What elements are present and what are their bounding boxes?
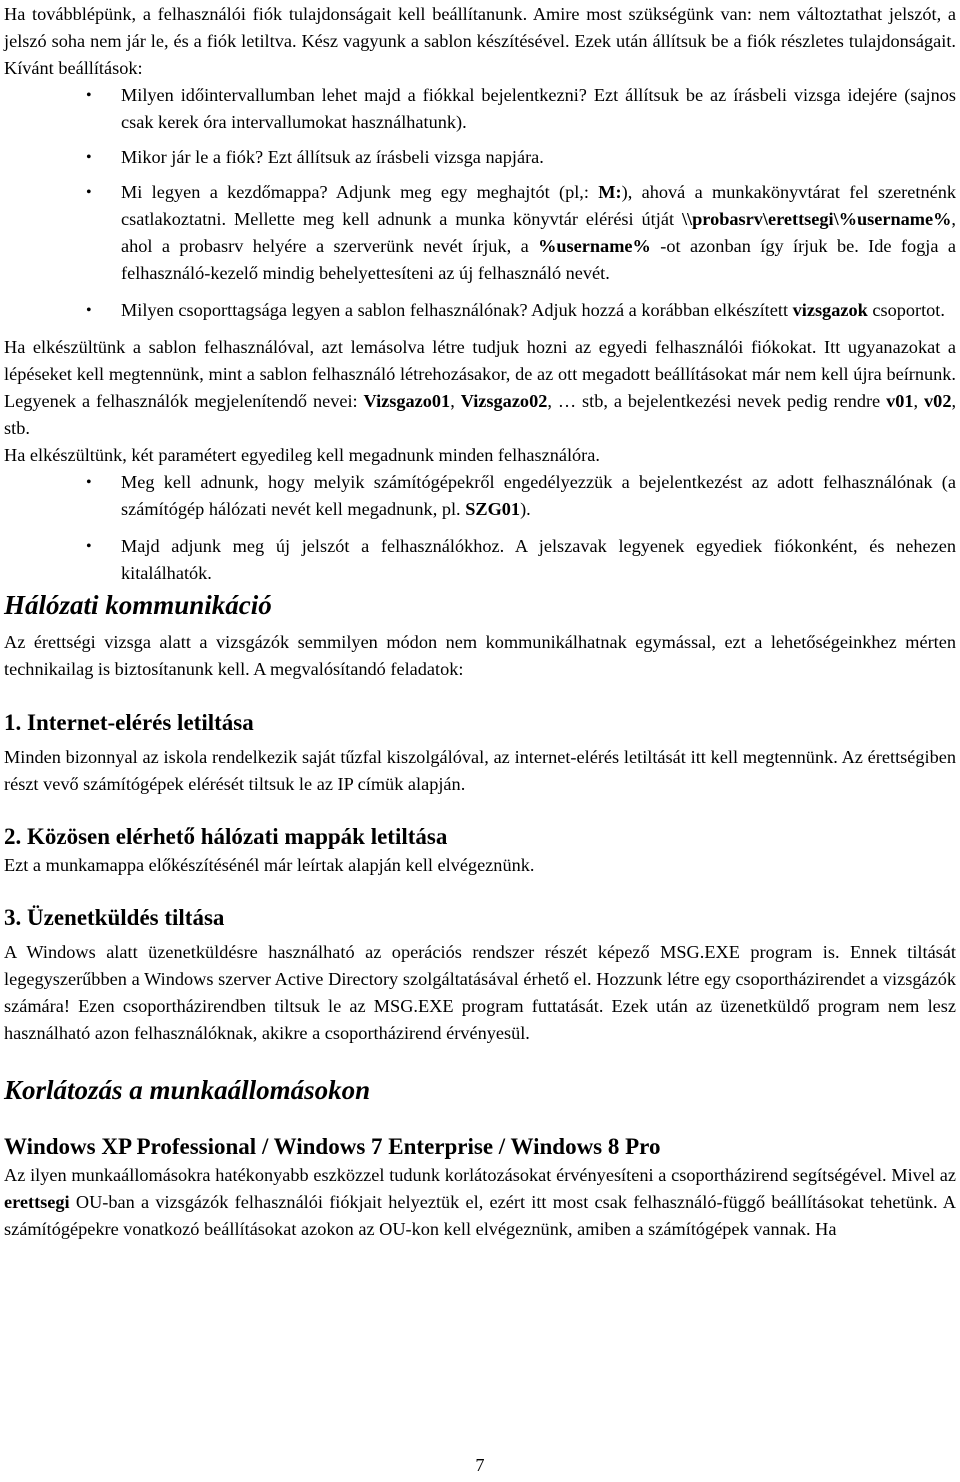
intro-paragraph: Ha továbblépünk, a felhasználói fiók tulajdonságait kell beállítanunk. Amire most szükségünk van: nem változtathat jelszót, a jelszó soha nem jár le, és a fiók letiltva. Kész vagyunk a sablon készítésével. Ezek után állítsuk be a fiók részletes tulajdonságait. Kívánt beállítások: (4, 4, 956, 78)
page-number: 7 (475, 1455, 485, 1475)
document-page (4, 0, 956, 1243)
accounts-paragraph: Ha elkészültünk a sablon felhasználóval, azt lemásolva létre tudjuk hozni az egyedi felhasználói fiókokat. Itt ugyanazokat a lépéseket kell megtennünk, mint a sablon felhasználó létrehozásakor, de az ott megadott beállításokat már nem kell újra beírnunk. Legyenek a felhasználók megjelenítendő nevei: Vizsgazo01, Vizsgazo02, … stb, a bejelentkezési nevek pedig rendre v01, v02, stb. (4, 337, 957, 438)
os-subheading: Windows XP Professional / Windows 7 Enterprise / Windows 8 Pro (4, 1134, 661, 1159)
home-folder-path: \\probasrv\erettsegi\%username% (681, 209, 952, 229)
group-name: vizsgazok (792, 300, 868, 320)
list-item-password: • Majd adjunk meg új jelszót a felhasználókhoz. A jelszavak legyenek egyediek fiókonként, és nehezen kitalálhatók. (4, 533, 956, 587)
drive-letter: M: (598, 182, 622, 202)
list-item-workstations: • Meg kell adnunk, hogy melyik számítógépekről engedélyezzük a bejelentkezést az adott felhasználónak (a számítógép hálózati nevét kell megadnunk, pl. SZG01). (4, 469, 956, 523)
account-params-list (4, 469, 956, 587)
shared-folders-text: Ezt a munkamappa előkészítésénél már leírtak alapján kell elvégeznünk. (4, 855, 535, 875)
heading-messaging: 3. Üzenetküldés tiltása (4, 905, 225, 930)
settings-list (4, 82, 956, 324)
accounts-params-paragraph: Ha elkészültünk, két paramétert egyedileg kell megadnunk minden felhasználóra. (4, 445, 600, 465)
list-item-account-expiry: • Mikor jár le a fiók? Ezt állítsuk az írásbeli vizsga napjára. (4, 144, 956, 171)
messaging-text: A Windows alatt üzenetküldésre használható az operációs rendszer részét képező MSG.EXE program is. Ennek tiltását legegyszerűbben a Windows szerver Active Directory szolgáltatásával érhető el. Hozzunk létre egy csoportházirendet a vizsgázók számára! Ezen csoportházirendben tiltsuk le az MSG.EXE program futtatását. Ezek után az üzenetküldő program nem lesz használható azon felhasználóknak, akikre a csoportházirend érvényesül. (4, 942, 956, 1043)
internet-block-text: Minden bizonnyal az iskola rendelkezik saját tűzfal kiszolgálóval, az internet-elérés letiltását itt kell megtennünk. Az érettségiben részt vevő számítógépek elérését tiltsuk le az IP címük alapján. (4, 747, 956, 794)
computer-name: SZG01 (465, 499, 521, 519)
username-variable: %username% (538, 236, 651, 256)
heading-internet-block: 1. Internet-elérés letiltása (4, 710, 254, 735)
ou-name: erettsegi (4, 1192, 70, 1212)
network-intro: Az érettségi vizsga alatt a vizsgázók semmilyen módon nem kommunikálhatnak egymással, ezt a lehetőségeinkhez mérten technikailag is biztosítanunk kell. A megvalósítandó feladatok: (4, 632, 956, 679)
list-item-home-folder: • Mi legyen a kezdőmappa? Adjunk meg egy meghajtót (pl,: M:), ahová a munkakönyvtárat fel szeretnénk csatlakoztatni. Mellette meg kell adnunk a munka könyvtár elérési útját \\probasrv\erettsegi\%username%, ahol a probasrv helyére a szerverünk nevét írjuk, a %username% -ot azonban így írjuk be. Ide fogja a felhasználó-kezelő mindig behelyettesíteni az új felhasználó nevét. (4, 179, 956, 287)
heading-shared-folders: 2. Közösen elérhető hálózati mappák letiltása (4, 824, 448, 849)
workstations-text: Az ilyen munkaállomásokra hatékonyabb eszközzel tudunk korlátozásokat érvényesíteni a csoportházirend segítségével. Mivel az erettsegi OU-ban a vizsgázók felhasználói fiókjait helyeztük el, ezért itt most csak felhasználó-függő beállításokat tehetünk. A számítógépekre vonatkozó beállításokat azokon az OU-kon kell elvégeznünk, amiben a számítógépek vannak. Ha (4, 1165, 956, 1239)
list-item-group-membership: • Milyen csoporttagsága legyen a sablon felhasználónak? Adjuk hozzá a korábban elkészített vizsgazok csoportot. (4, 297, 956, 324)
section-heading-network: Hálózati kommunikáció (4, 590, 272, 620)
section-heading-workstations: Korlátozás a munkaállomásokon (4, 1075, 371, 1105)
list-item-login-hours: • Milyen időintervallumban lehet majd a fiókkal bejelentkezni? Ezt állítsuk be az írásbeli vizsga idejére (sajnos csak kerek óra intervallumokat használhatunk). (4, 82, 956, 136)
